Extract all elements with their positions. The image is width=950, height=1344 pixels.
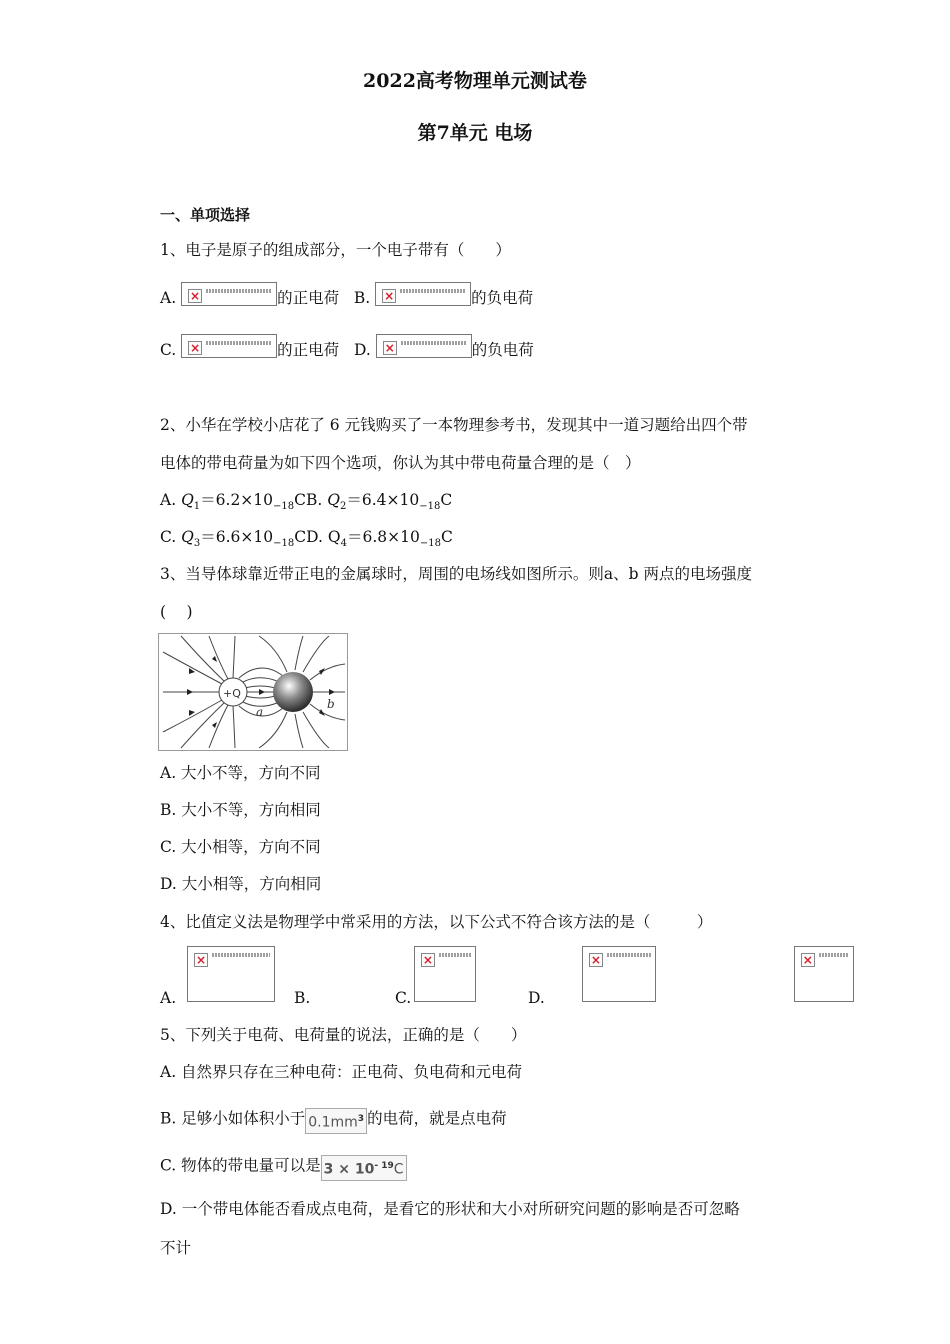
q2-a-unit: C	[294, 491, 307, 509]
volume-formula-image	[305, 1108, 367, 1134]
q1-stem: 1、电子是原子的组成部分，一个电子带有（ ）	[160, 241, 511, 259]
q2-c-label: C.	[160, 528, 182, 546]
q5-option-a: A. 自然界只存在三种电荷：正电荷、负电荷和元电荷	[160, 1063, 523, 1081]
q2-b-exponent: −18	[419, 501, 441, 513]
q2-c-symbol: Q	[181, 528, 194, 546]
volume-formula-exponent: 3	[357, 1114, 365, 1124]
q4-stem: 4、比值定义法是物理学中常采用的方法，以下公式不符合该方法的是（ ）	[160, 913, 713, 931]
q2-b-unit: C	[440, 491, 453, 509]
q2-c-exponent: −18	[273, 538, 295, 550]
charge-label: +Q	[223, 687, 241, 700]
q1-c-label: C.	[160, 341, 177, 359]
q5-option-d-line2: 不计	[160, 1239, 192, 1257]
q2-c-unit: C	[294, 528, 307, 546]
q2-stem-line2: 电体的带电荷量为如下四个选项，你认为其中带电荷量合理的是（ ）	[160, 454, 641, 472]
q2-a-exponent: −18	[273, 501, 295, 513]
q1-c-text: 的正电荷	[277, 341, 340, 359]
q3-option-b: B. 大小不等，方向相同	[160, 801, 321, 819]
q2-d-symbol: Q	[327, 528, 341, 546]
q3-option-a: A. 大小不等，方向不同	[160, 764, 321, 782]
q3-option-d: D. 大小相等，方向相同	[160, 875, 322, 893]
q2-a-label: A.	[160, 491, 182, 509]
broken-image-icon: ×	[794, 946, 854, 1002]
q3-stem-line1: 3、当导体球靠近带正电的金属球时，周围的电场线如图所示。则a、b 两点的电场强度	[160, 565, 752, 583]
section-heading: 一、单项选择	[160, 206, 251, 224]
q2-d-exponent: −18	[419, 538, 441, 550]
q2-row-ab	[160, 490, 452, 517]
q2-stem-line1: 2、小华在学校小店花了 6 元钱购买了一本物理参考书，发现其中一道习题给出四个带	[160, 416, 748, 434]
q1-a-label: A.	[160, 289, 177, 307]
q1-row-ab	[160, 282, 533, 308]
q2-a-subscript: 1	[193, 501, 201, 513]
q1-row-cd	[160, 334, 534, 360]
q2-d-label: D.	[306, 528, 328, 546]
q5-stem: 5、下列关于电荷、电荷量的说法，正确的是（ ）	[160, 1026, 527, 1044]
point-b-label: b	[327, 697, 335, 711]
q5-option-d-line1: D. 一个带电体能否看成点电荷，是看它的形状和大小对所研究问题的影响是否可忽略	[160, 1200, 740, 1218]
electric-field-figure	[158, 633, 348, 751]
q2-b-symbol: Q	[327, 491, 340, 509]
q2-b-subscript: 2	[339, 501, 347, 513]
q5-c-text-before: C. 物体的带电量可以是	[160, 1156, 321, 1175]
q5-b-text-after: 的电荷，就是点电荷	[367, 1109, 507, 1128]
q5-option-b	[160, 1108, 507, 1134]
broken-image-icon: ×	[187, 946, 275, 1002]
q1-a-text: 的正电荷	[277, 289, 340, 307]
q1-d-text: 的负电荷	[471, 341, 534, 359]
q3-stem-line2: ( )	[160, 603, 193, 621]
q5-option-c	[160, 1155, 407, 1181]
volume-formula-value: 0.1mm	[308, 1114, 358, 1131]
charge-formula-exponent: - 19	[374, 1161, 394, 1171]
q4-d-label: D.	[528, 989, 545, 1007]
exam-title: 2022高考物理单元测试卷	[363, 70, 587, 92]
q2-c-value: ＝6.6×10	[200, 528, 274, 546]
q2-a-symbol: Q	[181, 491, 194, 509]
point-a-label: a	[256, 705, 264, 719]
broken-image-icon: ×	[375, 282, 471, 306]
q2-d-subscript: 4	[340, 538, 347, 550]
q1-b-text: 的负电荷	[471, 289, 534, 307]
q2-d-value: ＝6.8×10	[346, 528, 420, 546]
charge-formula-unit: C	[393, 1161, 404, 1178]
q1-d-label: D.	[353, 341, 371, 359]
q2-c-subscript: 3	[193, 538, 201, 550]
q4-b-label: B.	[294, 989, 311, 1007]
broken-image-icon: ×	[582, 946, 656, 1002]
q4-a-label: A.	[160, 989, 177, 1007]
field-lines-diagram	[159, 634, 347, 750]
charge-formula-value: 3 × 10	[323, 1161, 375, 1178]
broken-image-icon: ×	[181, 282, 277, 306]
charge-formula-image	[321, 1155, 407, 1181]
broken-image-icon: ×	[376, 334, 472, 358]
q2-d-unit: C	[440, 528, 453, 546]
broken-image-icon: ×	[181, 334, 277, 358]
q2-row-cd	[160, 527, 453, 554]
q3-option-c: C. 大小相等，方向不同	[160, 838, 321, 856]
unit-title: 第7单元 电场	[417, 122, 533, 144]
q5-b-text-before: B. 足够小如体积小于	[160, 1109, 306, 1128]
q2-a-value: ＝6.2×10	[200, 491, 274, 509]
q2-b-label: B.	[306, 491, 328, 509]
q1-b-label: B.	[353, 289, 371, 307]
q4-c-label: C.	[395, 989, 412, 1007]
q2-b-value: ＝6.4×10	[346, 491, 420, 509]
broken-image-icon: ×	[414, 946, 476, 1002]
